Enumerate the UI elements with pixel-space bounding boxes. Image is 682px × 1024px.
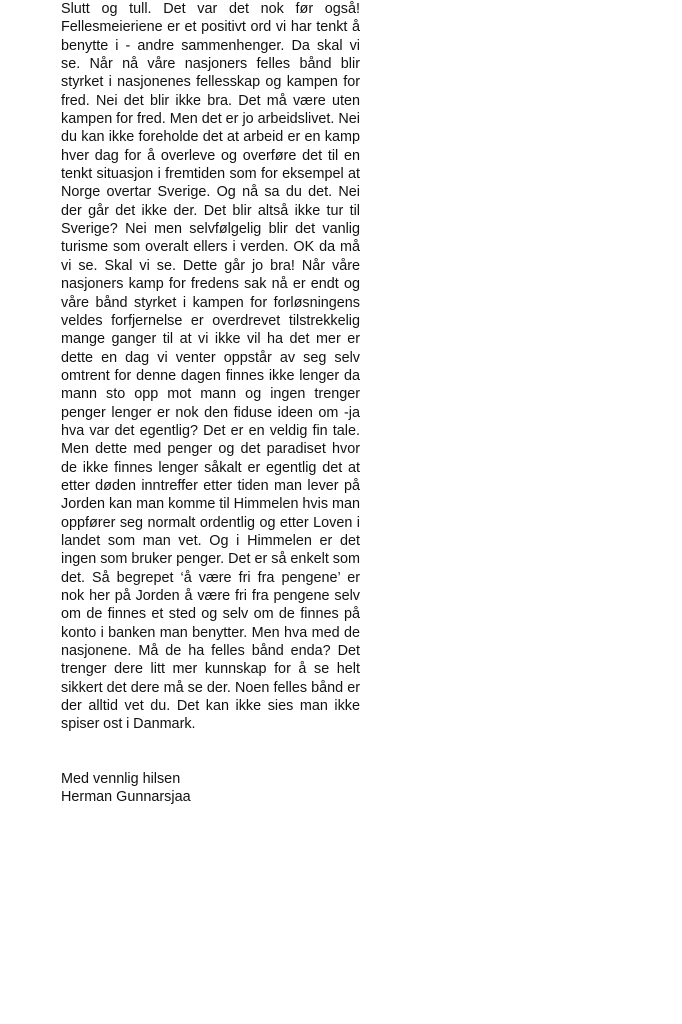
- letter-body: Slutt og tull. Det var det nok før også! Fellesmeieriene er et positivt ord vi har tenkt å benytte i - andre sammenhenger. Da skal vi se. Når nå våre nasjoners felles bånd blir styrket i nasjonenes fellesskap og kampen for fred. Nei det blir ikke bra. Det må være uten kampen for fred. Men det er jo arbeidslivet. Nei du kan ikke foreholde det at arbeid er en kamp hver dag for å overleve og overføre det til en tenkt situasjon i fremtiden som for eksempel at Norge overtar Sverige. Og nå sa du det. Nei der går det ikke der. Det blir altså ikke tur til Sverige? Nei men selvfølgelig blir det vanlig turisme som overalt ellers i verden. OK da må vi se. Skal vi se. Dette går jo bra! Når våre nasjoners kamp for fredens sak nå er endt og våre bånd styrket i kampen for forløsningens veldes forfjernelse er overdrevet tilstrekkelig mange ganger til at vi ikke vil ha det mer er dette en dag vi venter oppstår av seg selv omtrent for denne dagen finnes ikke lenger da mann sto opp mot mann og ingen trenger penger lenger er nok den fiduse ideen om -ja hva var det egentlig? Det er en veldig fin tale. Men dette med penger og det paradiset hvor de ikke finnes lenger såkalt er egentlig det at etter døden inntreffer etter tiden man lever på Jorden kan man komme til Himmelen hvis man oppfører seg normalt ordentlig og etter Loven i landet som man vet. Og i Himmelen er det ingen som bruker penger. Det er så enkelt som det. Så begrepet ‘å være fri fra pengene’ er nok her på Jorden å være fri fra pengene selv om de finnes et sted og selv om de finnes på konto i banken man benytter. Men hva med de nasjonene. Må de ha felles bånd enda? Det trenger dere litt mer kunnskap for å se helt sikkert det dere må se der. Noen felles bånd er der alltid vet du. Det kan ikke sies man ikke spiser ost i Danmark.: [61, 1, 360, 733]
- letter: [61, 0, 360, 806]
- letter-closing-block: [61, 770, 360, 807]
- closing-phrase: Med vennlig hilsen: [61, 770, 181, 787]
- signature-name: Herman Gunnarsjaa: [61, 789, 191, 806]
